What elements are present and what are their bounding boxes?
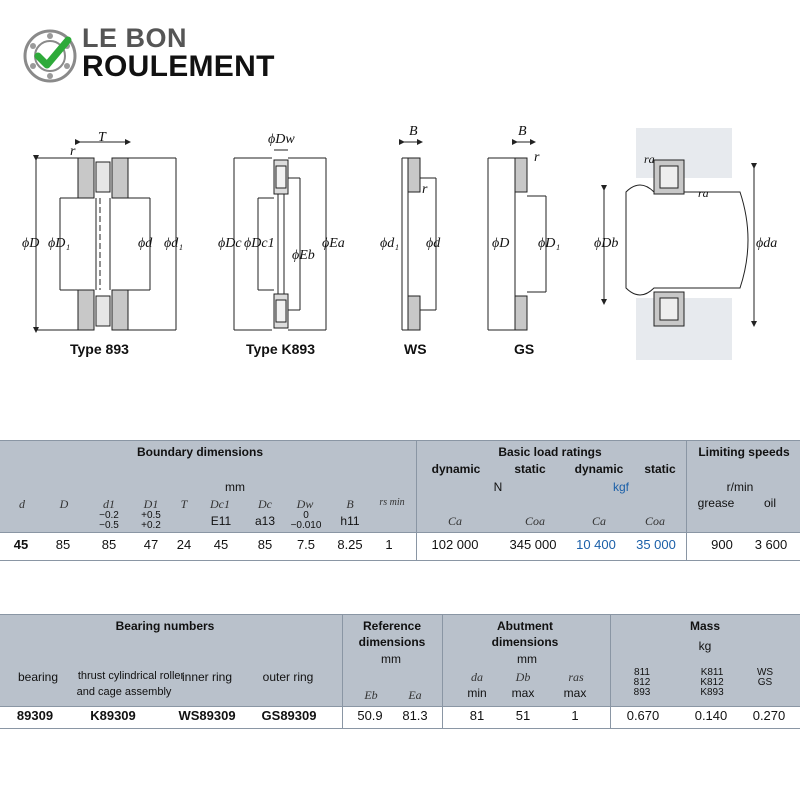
cell-T: 24 [176,537,192,552]
mass-col3-gs: GS [757,677,773,688]
label-da: ϕda [756,236,778,251]
cell-ras: 1 [571,708,579,723]
mass-col3-ws: WS [756,667,774,678]
label-gs-r: r [534,150,540,165]
sym-rs-min: rs min [379,497,405,508]
table2-divider-3 [610,614,611,728]
sym-d: d [19,497,25,511]
table1-divider-2 [686,440,687,560]
sym-Eb: Eb [364,688,378,702]
cell-D: 85 [55,537,71,552]
table2-top-border [0,614,800,615]
sym-Coa-kgf: Coa [644,514,665,528]
reference-mm-unit: mm [381,652,401,666]
mm-unit: mm [225,480,245,494]
caption-type-893: Type 893 [70,341,129,357]
tol-Dc: a13 [254,514,276,528]
label-ws-r: r [422,182,428,197]
caption-ws: WS [404,341,427,357]
cell-outer-ring: GS89309 [261,708,317,723]
tol-B: h11 [340,514,360,528]
tol-D1-lower: +0.2 [141,520,161,531]
dynamic-n-header: dynamic [431,462,481,476]
sym-T: T [180,497,188,511]
reference-dimensions-header: dimensions [358,635,426,649]
max-header-1: max [511,686,535,700]
tol-D1-upper: +0.5 [141,510,161,521]
boundary-header: Boundary dimensions [136,445,264,459]
sym-Dc1: Dc1 [210,497,230,511]
dynamic-kgf-header: dynamic [574,462,624,476]
label-ws-d: ϕd [426,236,441,251]
label-Eb: ϕEb [292,248,315,263]
label-ws-d1: ϕd₁ [380,236,400,251]
reference-header: Reference [362,619,422,633]
mass-col2-k893: K893 [700,687,724,698]
abutment-dimensions-header: dimensions [491,635,559,649]
table2-divider-1 [342,614,343,728]
label-d1: ϕd₁ [164,236,184,251]
cell-mass-k893: 0.140 [694,708,728,723]
bearing-numbers-header: Bearing numbers [115,619,215,633]
cell-Dw: 7.5 [296,537,316,552]
sym-D1: D1 [143,497,159,511]
cell-Coa: 345 000 [509,537,557,552]
mass-col2-k811: K811 [700,667,724,678]
label-r: r [70,144,76,159]
limiting-speeds-header: Limiting speeds [698,445,790,459]
label-gs-D1: ϕD₁ [538,236,561,251]
label-ra-mid: ra [698,186,709,200]
abutment-header: Abutment [497,619,553,633]
cell-Ca: 102 000 [431,537,479,552]
table1-top-border [0,440,800,441]
label-ra-top: ra [644,152,655,166]
cell-B: 8.25 [337,537,363,552]
cell-da: 81 [469,708,485,723]
sym-B: B [346,497,354,511]
bearing-drawings [0,120,800,370]
max-header-2: max [563,686,587,700]
cell-mass-893: 0.670 [626,708,660,723]
label-d: ϕd [138,236,153,251]
sym-Ca-kgf: Ca [591,514,606,528]
sym-D: D [59,497,69,511]
cell-thrust-assembly: K89309 [90,708,136,723]
label-gs-D: ϕD [492,236,510,251]
oil-header: oil [763,496,776,510]
kg-unit: kg [698,639,712,653]
kgf-unit: kgf [612,480,629,494]
sym-Ca: Ca [447,514,462,528]
thrust-col-header-2: and cage assembly [76,686,172,698]
min-header: min [467,686,487,700]
mass-header: Mass [689,619,721,633]
label-gs-B: B [518,124,527,139]
logo-line2: ROULEMENT [82,50,275,83]
sym-Coa: Coa [524,514,545,528]
static-n-header: static [514,462,546,476]
cell-oil: 3 600 [754,537,788,552]
label-Dc1: ϕDc1 [244,236,275,251]
mass-col1-812: 812 [633,677,651,688]
table2-header-border [0,706,800,707]
label-Dw: ϕDw [268,132,295,147]
cell-Db: 51 [515,708,531,723]
cell-Dc1: 45 [213,537,229,552]
sym-Ea: Ea [408,688,422,702]
cell-Ea: 81.3 [402,708,428,723]
label-ws-B: B [409,124,418,139]
tol-Dc1: E11 [210,514,232,528]
n-unit: N [493,480,503,494]
table1-bottom-border [0,560,800,561]
table2-divider-2 [442,614,443,728]
cell-Ca-kgf: 10 400 [576,537,616,552]
logo-line1: LE BON [82,23,188,53]
rmin-unit: r/min [726,480,754,494]
cell-bearing: 89309 [16,708,54,723]
mass-col1-893: 893 [633,687,651,698]
abutment-mm-unit: mm [517,652,537,666]
cell-mass-ws-gs: 0.270 [752,708,786,723]
outer-ring-header: outer ring [262,670,314,684]
label-D1: ϕD₁ [48,236,71,251]
cell-Coa-kgf: 35 000 [636,537,676,552]
tol-d1-upper: −0.2 [99,510,119,521]
cell-d: 45 [13,537,29,552]
cell-Dc: 85 [257,537,273,552]
grease-header: grease [697,496,735,510]
thrust-col-header-1: thrust cylindrical roller [77,670,185,682]
sym-ras: ras [568,670,584,684]
cell-inner-ring: WS89309 [178,708,236,723]
tol-Dw-upper: 0 [303,510,309,521]
cell-d1: 85 [101,537,117,552]
sym-da: da [471,670,483,684]
table2-bottom-border [0,728,800,729]
cell-D1: 47 [143,537,159,552]
caption-gs: GS [514,341,535,357]
label-Db: ϕDb [594,236,619,251]
tol-d1-lower: −0.5 [99,520,119,531]
bearing-logo-icon [22,28,78,84]
label-Dc: ϕDc [218,236,242,251]
sym-Db: Db [515,670,531,684]
inner-ring-header: inner ring [181,670,233,684]
caption-type-k893: Type K893 [246,341,315,357]
load-ratings-header: Basic load ratings [498,445,602,459]
sym-d1: d1 [103,497,115,511]
bearing-col-header: bearing [17,670,59,684]
cell-Eb: 50.9 [357,708,383,723]
label-Ea: ϕEa [322,236,345,251]
static-kgf-header: static [644,462,676,476]
sym-Dw: Dw [296,497,314,511]
cell-grease: 900 [711,537,733,552]
tol-Dw-lower: −0.010 [290,520,322,531]
label-T: T [98,130,106,145]
table1-divider-1 [416,440,417,560]
mass-col1-811: 811 [634,667,650,678]
label-D: ϕD [22,236,40,251]
sym-Dc: Dc [258,497,272,511]
cell-rs-min: 1 [385,537,393,552]
mass-col2-k812: K812 [700,677,724,688]
table1-header-border [0,532,800,533]
